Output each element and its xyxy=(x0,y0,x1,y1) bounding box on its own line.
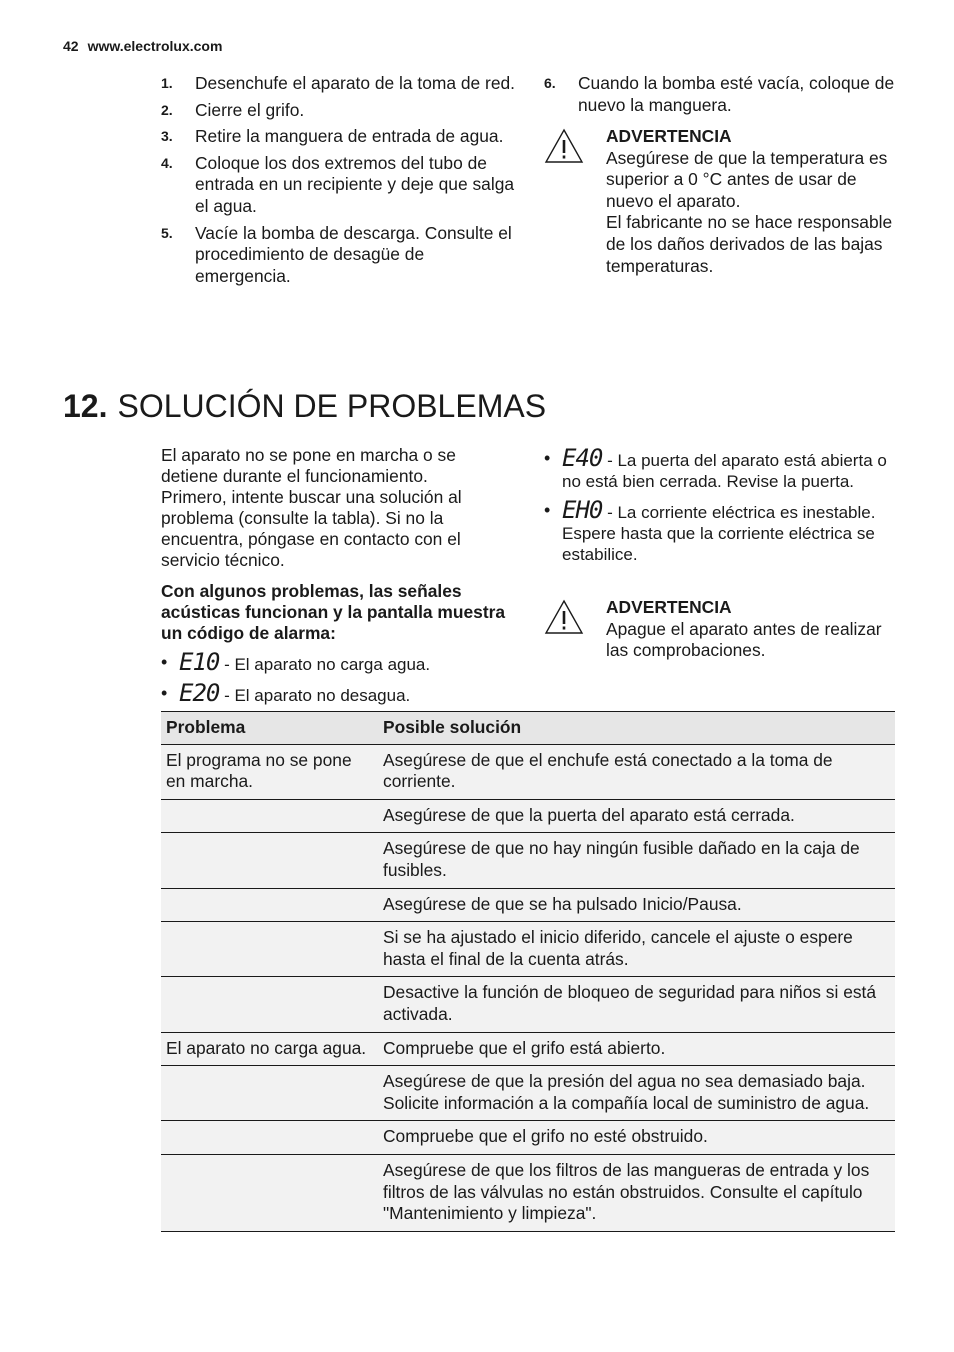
bullet: • xyxy=(544,500,551,520)
warning-text: Asegúrese de que la temperatura es superior a 0 °C antes de usar de nuevo el aparato. xyxy=(606,147,888,211)
list-item xyxy=(161,679,517,707)
problem-cell: El programa no se pone en marcha. xyxy=(161,744,378,799)
site-url: www.electrolux.com xyxy=(87,38,223,54)
list-item xyxy=(544,444,899,492)
list-item xyxy=(161,153,517,218)
solution-cell: Asegúrese de que el enchufe está conectado a la toma de corriente. xyxy=(378,744,895,799)
table-row xyxy=(161,1066,895,1121)
solution-cell: Asegúrese de que la presión del agua no sea demasiado baja. Solicite información a la compañía local de suministro de agua. xyxy=(378,1066,895,1121)
alarm-desc: - La puerta del aparato está abierta o no está bien cerrada. Revise la puerta. xyxy=(562,451,887,491)
warning-title: ADVERTENCIA xyxy=(606,597,732,617)
step-number: 3. xyxy=(161,128,173,145)
table-row xyxy=(161,744,895,799)
problem-cell xyxy=(161,977,378,1032)
table-row xyxy=(161,833,895,888)
solution-cell: Asegúrese de que la puerta del aparato está cerrada. xyxy=(378,799,895,833)
solution-cell: Si se ha ajustado el inicio diferido, cancele el ajuste o espere hasta el final de la cuenta atrás. xyxy=(378,922,895,977)
list-item xyxy=(161,73,517,95)
solution-cell: Asegúrese de que los filtros de las mangueras de entrada y los filtros de las válvulas no están obstruidos. Consulte el capítulo "Mantenimiento y limpieza". xyxy=(378,1154,895,1231)
section-number: 12. xyxy=(63,388,108,424)
problem-cell xyxy=(161,1154,378,1231)
warning-icon xyxy=(544,128,584,164)
alarm-desc: - El aparato no carga agua. xyxy=(219,655,431,674)
warning-title: ADVERTENCIA xyxy=(606,126,732,146)
section-title xyxy=(63,386,546,426)
step-text: Cierre el grifo. xyxy=(195,99,305,120)
step-text: Vacíe la bomba de descarga. Consulte el procedimiento de desagüe de emergencia. xyxy=(195,222,512,286)
page-number: 42 xyxy=(63,38,79,54)
problem-cell xyxy=(161,888,378,922)
warning-box xyxy=(544,597,899,662)
step-number: 2. xyxy=(161,101,173,118)
alarm-code: E40 xyxy=(562,444,603,472)
alarm-intro: Con algunos problemas, las señales acústicas funcionan y la pantalla muestra un código de alarma: xyxy=(161,581,506,643)
section-title-text: SOLUCIÓN DE PROBLEMAS xyxy=(117,388,547,424)
intro-paragraph: El aparato no se pone en marcha o se detiene durante el funcionamiento. xyxy=(161,445,456,486)
table-row xyxy=(161,1154,895,1231)
table-row xyxy=(161,977,895,1032)
problem-cell xyxy=(161,1066,378,1121)
step-number: 1. xyxy=(161,75,173,91)
column-header-problem: Problema xyxy=(161,712,378,745)
table-row xyxy=(161,799,895,833)
alarm-code-list xyxy=(161,648,517,707)
table-row xyxy=(161,1032,895,1066)
warning-icon xyxy=(544,599,584,635)
steps-list-right xyxy=(544,73,899,121)
solution-cell: Asegúrese de que no hay ningún fusible dañado en la caja de fusibles. xyxy=(378,833,895,888)
list-item xyxy=(544,496,899,565)
list-item xyxy=(544,73,899,116)
alarm-code: EH0 xyxy=(562,496,603,524)
warning-text: El fabricante no se hace responsable de los daños derivados de las bajas temperaturas. xyxy=(606,212,893,276)
table-row xyxy=(161,922,895,977)
step-text: Desenchufe el aparato de la toma de red. xyxy=(195,73,516,93)
steps-list xyxy=(161,73,517,292)
solution-cell: Compruebe que el grifo no esté obstruido. xyxy=(378,1121,895,1155)
bullet: • xyxy=(161,652,168,672)
problem-cell xyxy=(161,922,378,977)
bullet: • xyxy=(161,683,168,703)
column-header-solution: Posible solución xyxy=(378,712,895,745)
intro-block xyxy=(161,445,517,706)
list-item xyxy=(161,648,517,676)
solution-cell: Desactive la función de bloqueo de seguridad para niños si está activada. xyxy=(378,977,895,1032)
solution-cell: Compruebe que el grifo está abierto. xyxy=(378,1032,895,1066)
problem-cell xyxy=(161,1121,378,1155)
table-row xyxy=(161,1121,895,1155)
table-row xyxy=(161,888,895,922)
warning-box xyxy=(544,126,899,277)
list-item xyxy=(161,223,517,288)
step-number: 6. xyxy=(544,75,556,91)
list-item xyxy=(161,126,517,148)
alarm-desc: - El aparato no desagua. xyxy=(219,686,411,705)
troubleshooting-table xyxy=(161,711,895,1232)
alarm-code: E10 xyxy=(179,648,220,676)
step-text: Cuando la bomba esté vacía, coloque de nuevo la manguera. xyxy=(578,73,895,115)
page-header xyxy=(63,38,222,54)
table-header-row xyxy=(161,712,895,745)
step-number: 5. xyxy=(161,224,173,241)
intro-paragraph: Primero, intente buscar una solución al problema (consulte la tabla). Si no la encuentra, póngase en contacto con el servicio técnico. xyxy=(161,487,462,570)
solution-cell: Asegúrese de que se ha pulsado Inicio/Pausa. xyxy=(378,888,895,922)
step-text: Retire la manguera de entrada de agua. xyxy=(195,126,504,147)
warning-text: Apague el aparato antes de realizar las comprobaciones. xyxy=(606,618,882,661)
alarm-code: E20 xyxy=(179,679,220,707)
step-number: 4. xyxy=(161,154,173,171)
bullet: • xyxy=(544,448,551,468)
alarm-desc: - La corriente eléctrica es inestable. Espere hasta que la corriente eléctrica se estabilice. xyxy=(562,503,876,564)
list-item xyxy=(161,100,517,122)
problem-cell xyxy=(161,833,378,888)
step-text: Coloque los dos extremos del tubo de entrada en un recipiente y deje que salga el agua. xyxy=(195,152,515,216)
alarm-code-list-right xyxy=(544,444,899,565)
problem-cell xyxy=(161,799,378,833)
problem-cell: El aparato no carga agua. xyxy=(161,1032,378,1066)
